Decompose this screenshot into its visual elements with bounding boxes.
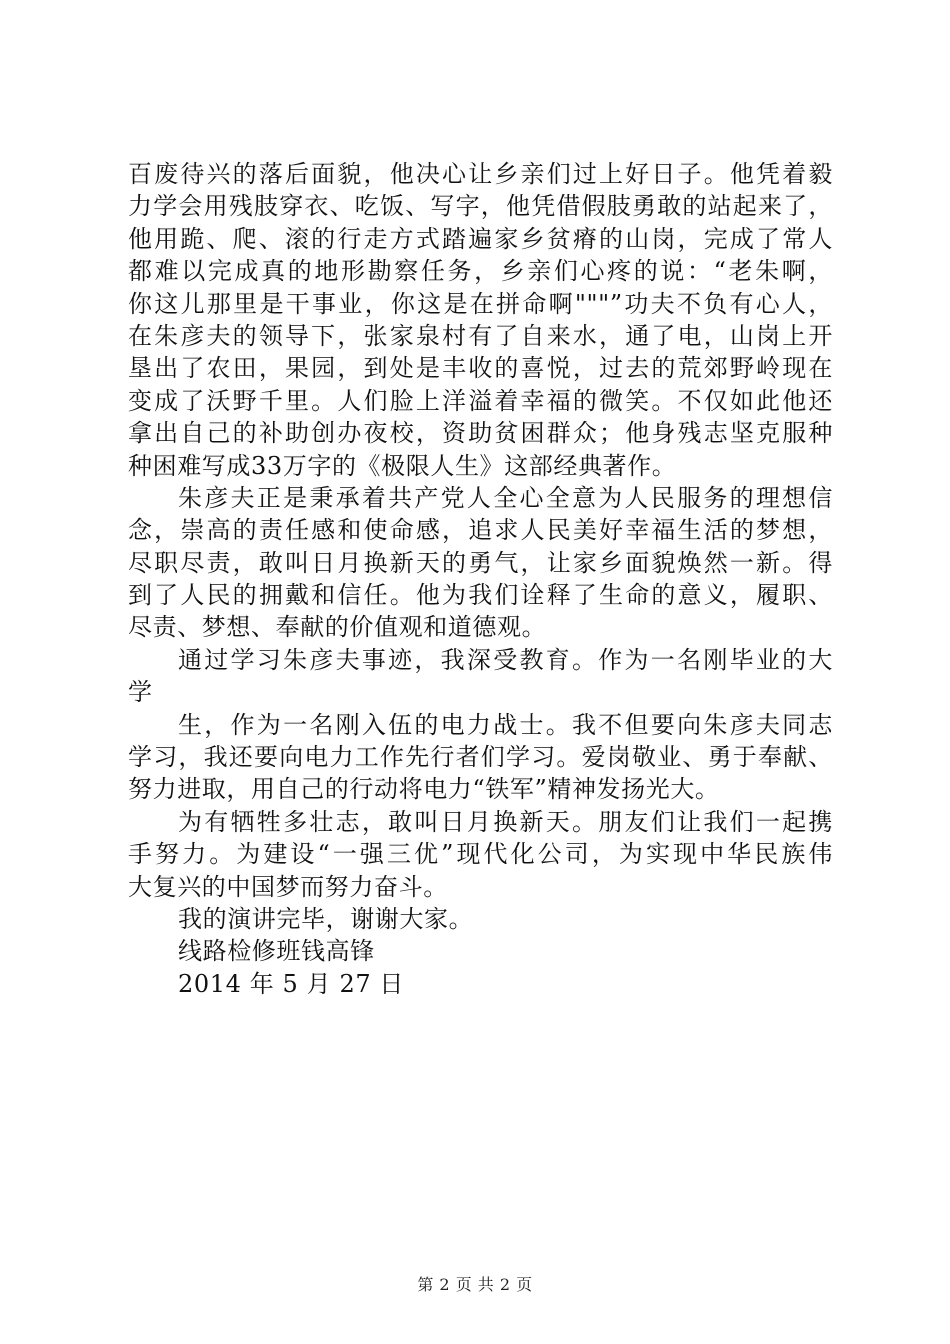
text-line: 学习，我还要向电力工作先行者们学习。爱岗敬业、勇于奉献、 <box>128 743 833 772</box>
paragraph-first-line: 朱彦夫正是秉承着共产党人全心全意为人民服务的理想信 <box>178 483 833 512</box>
text-line: 拿出自己的补助创办夜校，资助贫困群众；他身残志坚克服种 <box>128 419 833 448</box>
text-line: 他用跪、爬、滚的行走方式踏遍家乡贫瘠的山岗，完成了常人 <box>128 224 833 253</box>
text-line: 到了人民的拥戴和信任。他为我们诠释了生命的意义，履职、 <box>128 581 833 610</box>
text-line: 变成了沃野千里。人们脸上洋溢着幸福的微笑。不仅如此他还 <box>128 386 833 415</box>
paragraph-first-line: 为有牺牲多壮志，敢叫日月换新天。朋友们让我们一起携 <box>178 807 833 836</box>
text-line: 手努力。为建设“一强三优”现代化公司，为实现中华民族伟 <box>128 840 833 869</box>
document-body <box>128 158 833 1000</box>
text-line: 努力进取，用自己的行动将电力“铁军”精神发扬光大。 <box>128 775 720 804</box>
text-line: 尽职尽责，敢叫日月换新天的勇气，让家乡面貌焕然一新。得 <box>128 548 833 577</box>
text-line: 力学会用残肢穿衣、吃饭、写字，他凭借假肢勇敢的站起来了， <box>128 192 833 221</box>
closing-remark: 我的演讲完毕，谢谢大家。 <box>178 904 474 933</box>
text-line: 念，崇高的责任感和使命感，追求人民美好幸福生活的梦想， <box>128 516 833 545</box>
text-line: 你这儿那里是干事业，你这是在拼命啊"""”功夫不负有心人， <box>128 289 833 318</box>
page-number-footer: 第 2 页 共 2 页 <box>417 1275 533 1294</box>
signature-date: 2014 年 5 月 27 日 <box>178 969 405 998</box>
paragraph-first-line: 通过学习朱彦夫事迹，我深受教育。作为一名刚毕业的大 <box>178 645 833 674</box>
text-line: 都难以完成真的地形勘察任务，乡亲们心疼的说：“老朱啊， <box>128 257 833 286</box>
text-line: 大复兴的中国梦而努力奋斗。 <box>128 872 448 901</box>
text-line: 百废待兴的落后面貌，他决心让乡亲们过上好日子。他凭着毅 <box>128 160 833 188</box>
text-line: 种困难写成33万字的《极限人生》这部经典著作。 <box>128 451 677 480</box>
text-line: 学 <box>128 678 153 707</box>
signature-name: 线路检修班钱高锋 <box>178 937 375 966</box>
paragraph-first-line: 生，作为一名刚入伍的电力战士。我不但要向朱彦夫同志 <box>178 710 833 739</box>
text-line: 垦出了农田，果园，到处是丰收的喜悦，过去的荒郊野岭现在 <box>128 354 833 383</box>
text-line: 在朱彦夫的领导下，张家泉村有了自来水，通了电，山岗上开 <box>128 321 833 350</box>
text-line: 尽责、梦想、奉献的价值观和道德观。 <box>128 613 547 642</box>
